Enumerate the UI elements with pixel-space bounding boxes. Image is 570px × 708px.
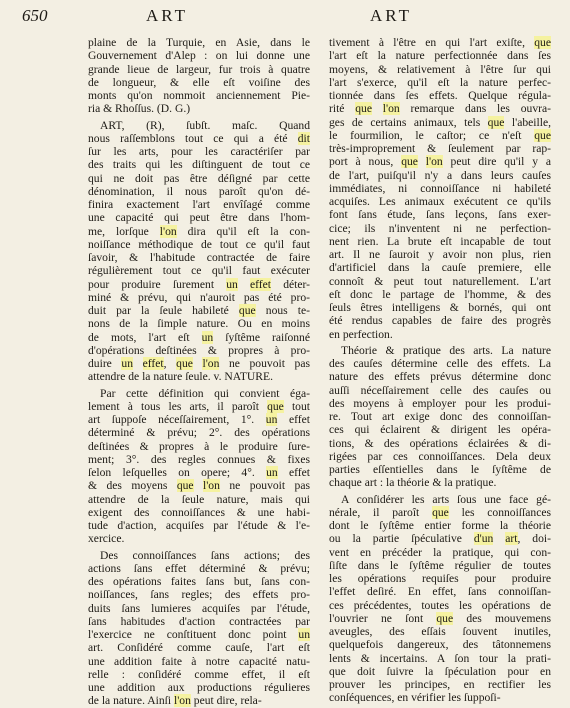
highlighted-word: que <box>401 155 418 169</box>
highlighted-word: effet <box>250 277 272 291</box>
text-line: lement à tous les arts, il paroît que tout <box>88 399 310 413</box>
text-line: rigées par ces connoiſſances. Dela deux <box>329 449 551 463</box>
text-line: exigent des connoiſſances & une habi- <box>88 505 310 519</box>
text-line: ſans habitudes d'action contractées par <box>88 614 310 628</box>
text-line: duits ſans lumieres acquiſes par l'étude, <box>88 601 310 615</box>
text-line: prouver les principes, en rectifier les <box>329 678 551 691</box>
text-line: auſſi néceſſairement celle des cauſes ou <box>329 383 551 397</box>
text-line: nature des effets prévus détermine donc <box>329 370 551 384</box>
text-line: vent en précéder la pratique, qui con- <box>329 545 551 559</box>
text-line: lents & incertains. A ſon tour la prati- <box>329 651 551 665</box>
highlighted-word: effet <box>142 357 164 370</box>
text-line: ſiſte dans le ſyſtême régulier de toutes <box>329 558 551 572</box>
text-line: l'exercice ne conſtituent donc point un <box>88 628 310 641</box>
text-line: une addition faite à notre capacité natu- <box>88 654 310 668</box>
highlighted-word: que <box>432 505 449 519</box>
highlighted-word: un <box>226 277 238 291</box>
text-line: eſt donc le partage de l'homme, & des <box>329 287 551 301</box>
highlighted-word: dit <box>297 131 310 145</box>
text-line: ces qui éclairent & dirigent les opéra- <box>329 423 551 437</box>
text-line: finira exactement l'art envîſagé comme <box>88 198 310 211</box>
text-line: nérale, il paroît que les connoiſſances <box>329 505 551 519</box>
highlighted-word: art <box>505 532 518 546</box>
text-line: nent rien. La brute eſt incapable de tout <box>329 234 551 248</box>
text-line: moyens, & relativement à l'être ſur qui <box>329 62 551 76</box>
highlighted-word: l'on <box>202 357 220 370</box>
highlighted-word: un <box>121 357 134 370</box>
highlighted-word: que <box>176 479 194 493</box>
right-column <box>329 36 551 705</box>
text-line: Des connoiſſances ſans actions; des <box>100 548 310 562</box>
highlighted-word: l'on <box>425 155 443 169</box>
highlighted-word: que <box>436 611 454 625</box>
text-line: immédiates, ni connoiſſance ni habileté <box>329 181 551 195</box>
text-line: qui ne doit pas être déſigné par cette <box>88 171 310 185</box>
text-line: quelquefois dangereux, des tâtonnemens <box>329 638 551 652</box>
text-line: très-improprement & ſeulement par rap- <box>329 142 551 155</box>
text-line: art. Il ne ſauroit y avoir non plus, rien <box>329 248 551 261</box>
text-line: des opérations faites ſans but, ſans con- <box>88 575 310 588</box>
text-line: A conſidérer les arts ſous une face gé- <box>341 492 551 506</box>
text-line: l'art s'exerce, qu'il eſt la nature perfec- <box>329 75 551 89</box>
text-line: les opérations requiſes pour produire <box>329 572 551 585</box>
highlighted-word: l'on <box>203 479 220 493</box>
text-line: rité que l'on remarque dans les ouvra- <box>329 102 551 116</box>
text-line: ou la partie ſpéculative d'un art, doi- <box>329 532 551 546</box>
text-line: re. Tout art exige donc des connoiſſan- <box>329 410 551 423</box>
text-line: tude d'action, acquiſes par l'étude & l'e- <box>88 519 310 532</box>
text-line: pour produire ſurement un effet déter- <box>88 277 310 291</box>
highlighted-word: un <box>266 466 278 479</box>
text-line: monts qu'on nommoit anciennement Pie- <box>88 89 310 102</box>
text-line: en perfection. <box>329 327 393 341</box>
text-line: dont le ſyſtême entier forme la théorie <box>329 519 551 532</box>
highlighted-word: d'un <box>473 532 494 546</box>
text-line: Gouvernement d'Alep : on lui donne une <box>88 49 310 63</box>
text-line: ſelon leſquelles on opere; 4°. un effet <box>88 466 310 479</box>
text-line: conſéquences, en vérifier les ſuppoſi- <box>329 691 501 705</box>
text-line: attendre de la ſeule nature, mais qui <box>88 492 310 506</box>
text-line: xercice. <box>88 532 125 546</box>
highlighted-word: que <box>238 304 256 317</box>
text-line: d'opérations deſtinées & propres à pro- <box>88 343 310 357</box>
text-line: ſur les arts, pour les caractériſer par <box>88 145 310 158</box>
text-line: ges de certains animaux, tels que l'abeille, <box>329 115 551 129</box>
highlighted-word: un <box>201 330 214 344</box>
text-line: & des moyens que l'on ne pouvoit pas <box>88 479 310 493</box>
text-line: nons de la ſimple nature. Ou en moins <box>88 317 310 331</box>
left-column <box>88 36 310 708</box>
text-line: ces précédentes, toutes les opérations de <box>329 598 551 612</box>
text-line: ria & Rhoſſus. (D. G.) <box>88 102 191 116</box>
highlighted-word: que <box>267 399 284 413</box>
page-header <box>0 6 570 30</box>
text-line: ſeuls êtres intelligens & bornés, qui ont <box>329 301 551 314</box>
text-line: parties eſſentielles dans le ſyſtême de <box>329 463 551 476</box>
text-line: de mots, l'art eſt un ſyſtême raiſonné <box>88 330 311 344</box>
text-line: une capacité qui peut être dans l'hom- <box>88 211 310 225</box>
text-line: le fourmilion, le caſtor; ce n'eſt que <box>329 128 551 142</box>
text-line: d'artificiel dans la cauſe premiere, elle <box>329 261 551 275</box>
text-line: chaque art : la théorie & la pratique. <box>329 476 497 490</box>
text-line: noiſſances, ſans regles; des effets pro- <box>88 588 310 602</box>
text-line: une addition aux productions régulieres <box>88 681 310 694</box>
text-line: de la nature. Ainſi l'on peut dire, rela- <box>88 694 262 708</box>
highlighted-word: que <box>355 102 372 116</box>
text-line: des moyens à employer pour les produi- <box>329 396 551 410</box>
text-line: nous raſſemblons tout ce qui a été dit <box>88 131 310 145</box>
text-line: des cauſes détermine celle des effets. La <box>329 357 551 370</box>
text-line: duire un effet, que l'on ne pouvoit pas <box>88 357 310 370</box>
highlighted-word: l'on <box>173 694 191 708</box>
highlighted-word: que <box>176 357 193 370</box>
text-line: font ſans étude, ſans leçons, ſans exer- <box>329 208 551 222</box>
text-line: tions, & des opérations éclairées & di- <box>329 436 551 450</box>
text-line: plaine de la Turquie, en Asie, dans le <box>88 36 310 49</box>
text-line: que doit ſuivre la ſpéculation pour en <box>329 664 551 678</box>
text-line: relle : conſidéré comme effet, il eſt <box>88 667 310 681</box>
text-line: miné & prévu, qui n'auroit pas été pro- <box>88 290 310 304</box>
text-line: Par cette définition qui convient éga- <box>100 386 310 400</box>
text-line: acquiſes. Les animaux exécutent ce qu'ils <box>329 195 551 208</box>
text-line: grande lieue de largeur, fur trois à quatre <box>88 62 310 76</box>
text-line: connoît & peut tout naturellement. L'art <box>329 274 551 288</box>
highlighted-word: que <box>534 128 551 142</box>
text-line: ART, (R), ſubſt. maſc. Quand <box>100 118 310 132</box>
text-line: Théorie & pratique des arts. La nature <box>341 343 551 357</box>
text-line: duit par la ſeule habileté que nous te- <box>88 304 310 317</box>
highlighted-word: l'on <box>382 102 400 116</box>
text-line: l'art eſt la nature perfectionnée dans ſes <box>329 49 551 63</box>
text-line: tivement à l'être en qui l'art exiſte, que <box>329 36 551 49</box>
running-head-left: ART <box>146 6 188 25</box>
text-line: aveugles, des eſſais ſouvent inutiles, <box>329 625 551 638</box>
text-line: dénomination, il nous paroît qu'on dé- <box>88 184 310 198</box>
text-line: l'effet deſiré. En effet, ſans connoiſſan- <box>329 585 551 599</box>
running-head-right: ART <box>370 6 412 25</box>
text-line: art. Conſidéré comme cauſe, l'art eſt <box>88 641 310 655</box>
text-line: des traits qui les diſtinguent de tout ce <box>88 158 310 172</box>
text-line: de longueur, & elle eſt voiſine des <box>88 75 310 89</box>
highlighted-word: que <box>487 115 505 129</box>
highlighted-word: l'on <box>159 224 177 238</box>
text-line: actions ſans effet déterminé & prévu; <box>88 561 310 575</box>
text-line: cice; ils n'inventent ni ne perfection- <box>329 221 551 235</box>
highlighted-word: un <box>265 413 278 426</box>
text-line: ſavoir, & l'habitude contractée de faire <box>88 251 310 264</box>
text-line: art ſuppoſe néceſſairement, 1°. un effet <box>88 413 310 426</box>
text-line: noiſſance méthodique de tout ce qu'il faut <box>88 237 310 251</box>
highlighted-word: un <box>298 628 310 641</box>
page-number: 650 <box>22 6 48 25</box>
text-line: ment; 3°. des regles connues & fixes <box>88 452 310 466</box>
text-line: été rendus capables de faire des progrès <box>329 314 551 328</box>
text-line: deſtinées & propres à le produire ſure- <box>88 439 310 453</box>
text-line: déterminé & prévu; 2°. des opérations <box>88 426 310 440</box>
text-line: me, lorſque l'on dira qu'il eſt la con- <box>88 224 311 238</box>
highlighted-word: que <box>534 36 551 49</box>
text-line: de l'art, puiſqu'il n'y a dans leurs cauſes <box>329 168 551 182</box>
text-line: régulièrement tout ce qu'il faut exécuter <box>88 264 310 278</box>
text-line: tionnée dans ſes effets. Quelque régula- <box>329 89 551 102</box>
text-line: attendre de la nature ſeule. v. NATURE. <box>88 370 274 384</box>
text-line: port à nous, que l'on peut dire qu'il y a <box>329 155 552 169</box>
text-line: l'ouvrier ne ſont que des mouvemens <box>329 611 552 625</box>
